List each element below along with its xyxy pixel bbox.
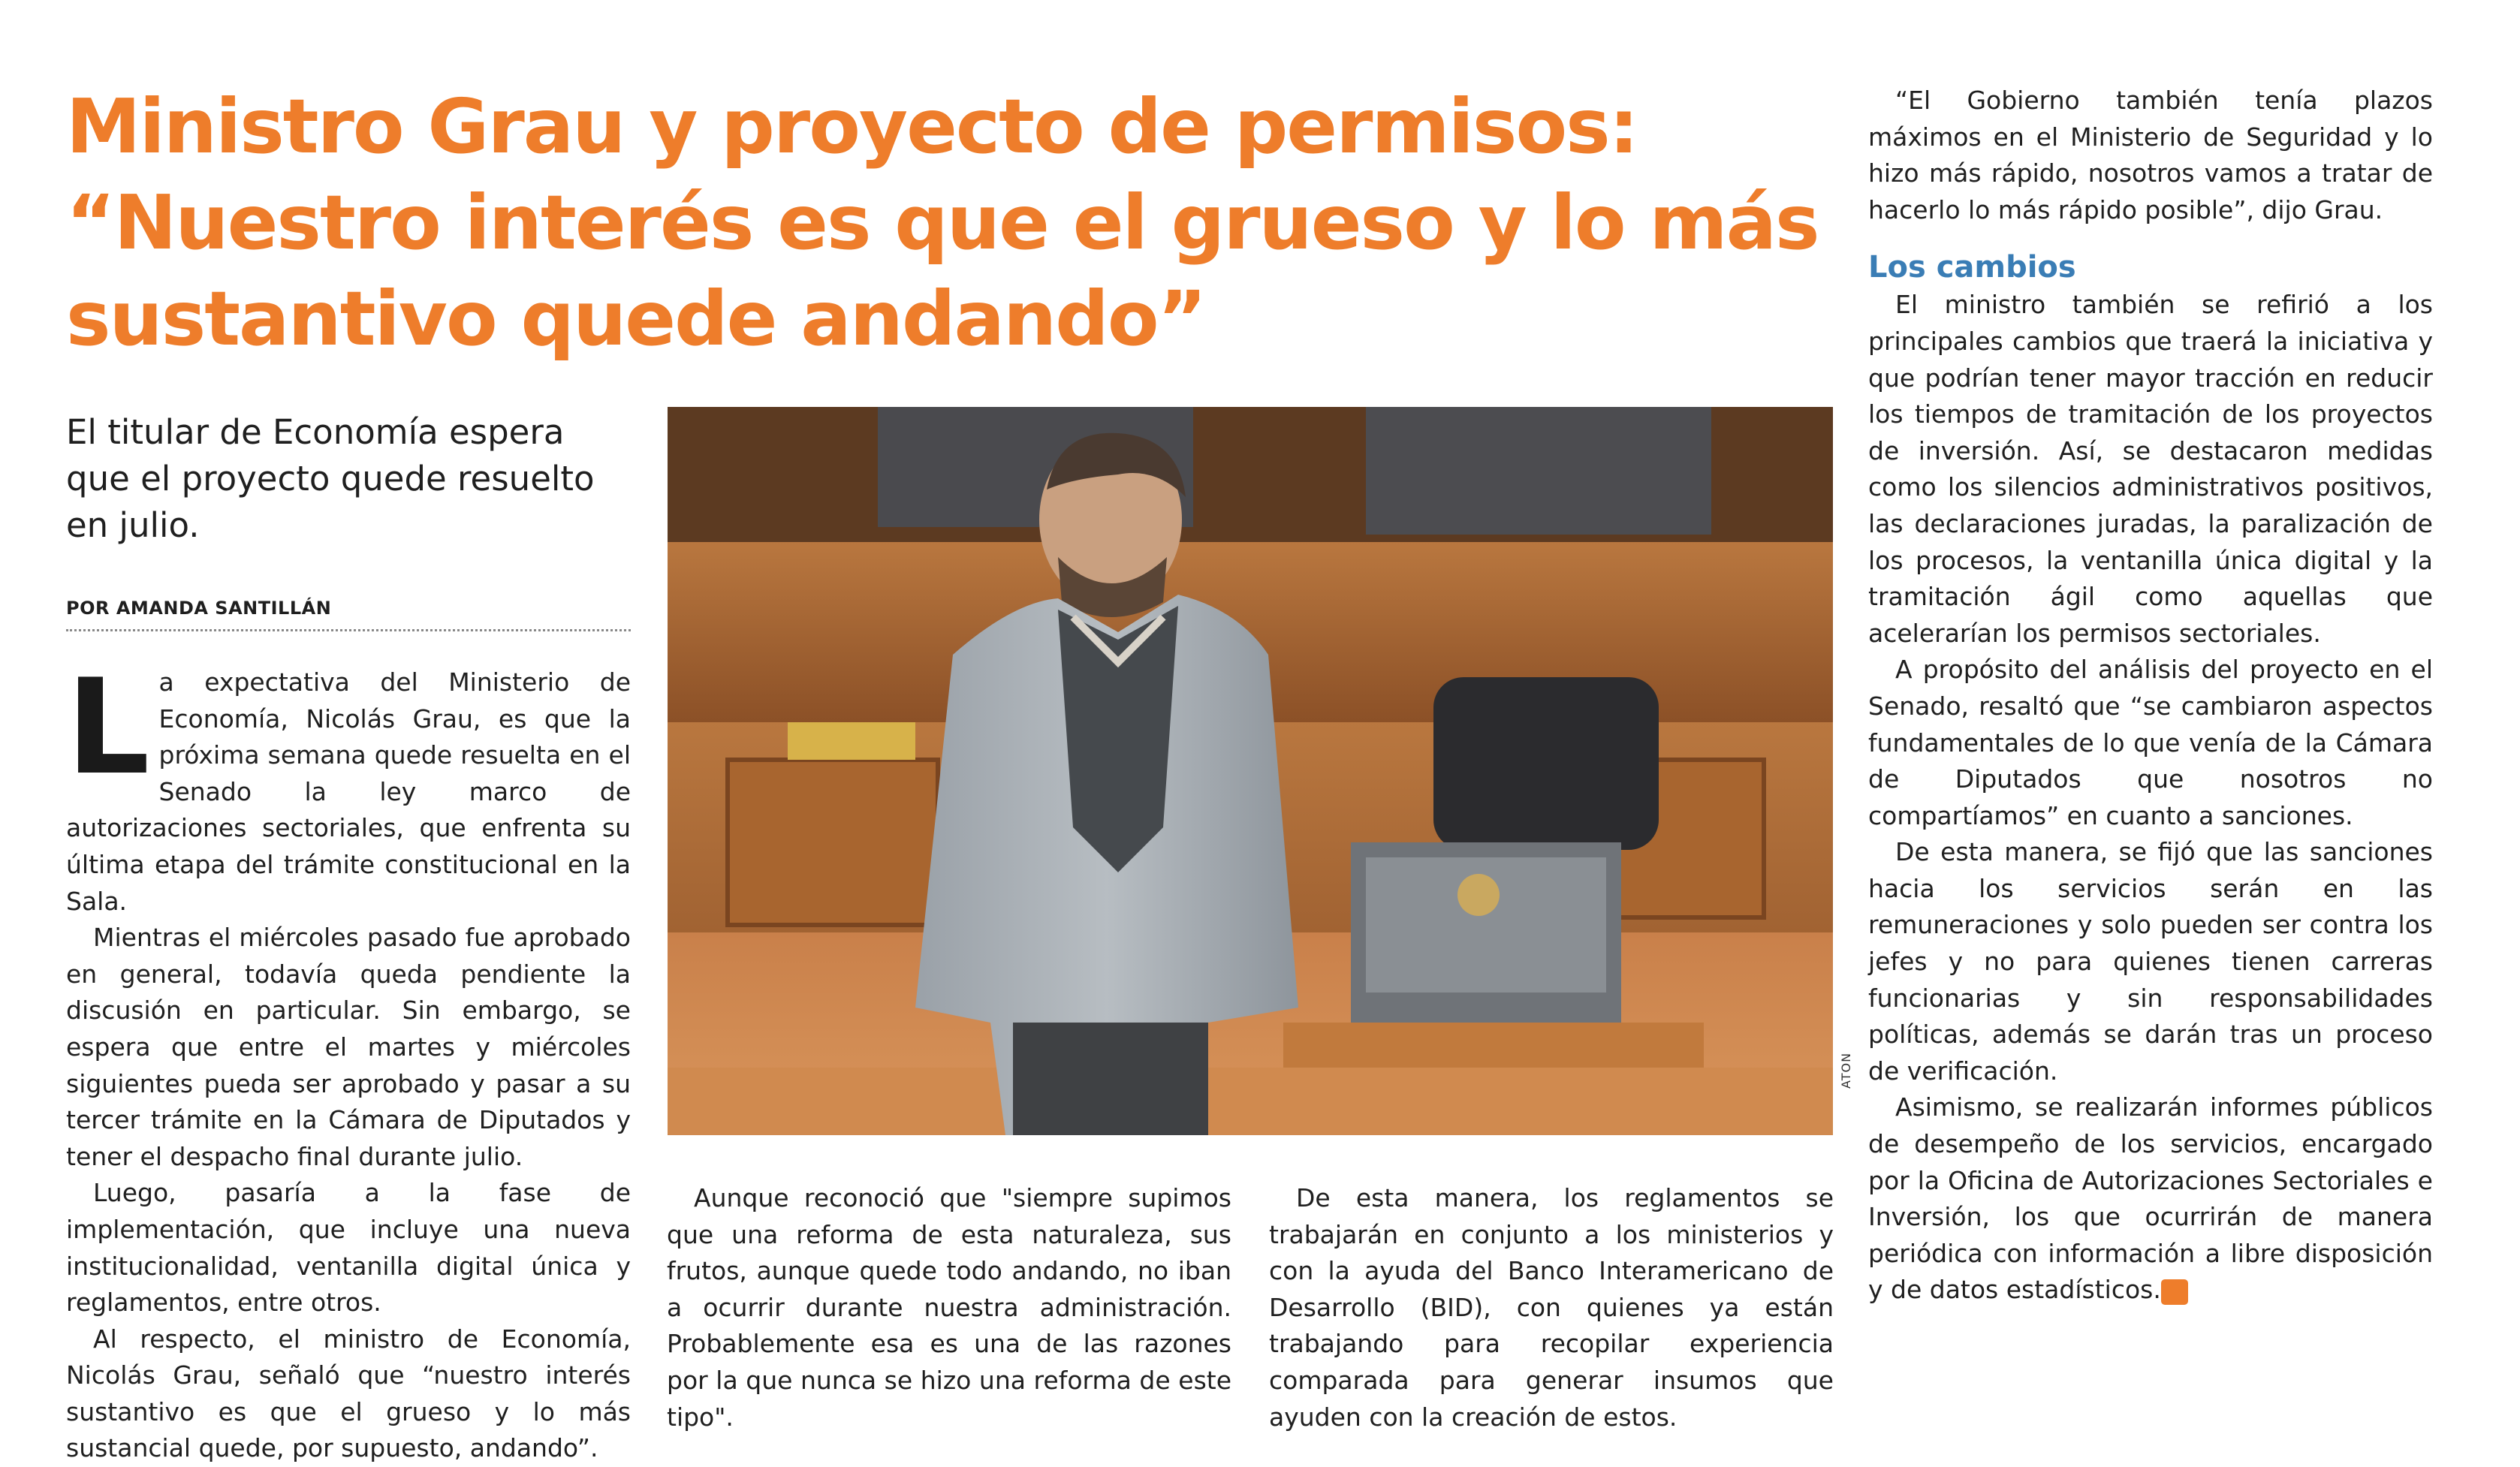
paragraph-11	[1868, 1089, 2433, 1309]
photo-senate-chamber	[668, 407, 1833, 1135]
paragraph-1	[66, 652, 631, 920]
end-mark-icon: S	[2161, 1279, 2188, 1305]
paragraph-3: Luego, pasaría a la fase de implementación, que incluye una nueva institucionalidad, ventanilla digital única y reglamentos, entre otros.	[66, 1178, 631, 1318]
paragraph-9: A propósito del análisis del proyecto en el Senado, resaltó que “se cambiaron aspectos fundamentales de lo que venía de la Cámara de Diputados que nosotros no compartíamos” en cuanto a sanciones.	[1868, 655, 2433, 830]
paragraph-6: De esta manera, los reglamentos se trabajarán en conjunto a los ministerios y con la ayuda del Banco Interamericano de Desarrollo (BID), con quienes ya están trabajando para recopilar experiencia comparada para generar insumos que ayuden con la creación de estos.	[1269, 1183, 1834, 1432]
paragraph-8: El ministro también se refirió a los principales cambios que traerá la iniciativa y que podrían tener mayor tracción en reducir los tiempos de tramitación de los proyectos de inversión. Así, se destacaron medidas como los silencios administrativos positivos, las declaraciones juradas, la paralización de los procesos, la ventanilla única digital y la tramitación ágil como aquellas que acelerarían los permisos sectoriales.	[1868, 290, 2433, 648]
article-column-4	[1868, 83, 2433, 1309]
drop-cap: L	[66, 652, 150, 804]
headline: Ministro Grau y proyecto de permisos: “Nuestro interés es que el grueso y lo más sustantivo quede andando”	[66, 83, 1819, 363]
subhead-los-cambios: Los cambios	[1868, 250, 2076, 285]
photo-credit: ATON	[1839, 1052, 1853, 1089]
paragraph-4: Al respecto, el ministro de Economía, Nicolás Grau, señaló que “nuestro interés sustantivo es que el grueso y lo más sustancial quede, por supuesto, andando”.	[66, 1324, 631, 1463]
article-column-1	[66, 652, 631, 1467]
paragraph-5: Aunque reconoció que "siempre supimos que una reforma de esta naturaleza, sus frutos, aunque quede todo andando, no iban a ocurrir durante nuestra administración. Probablemente esa es una de las razones por la que nunca se hizo una reforma de este tipo".	[667, 1183, 1231, 1432]
byline: POR AMANDA SANTILLÁN	[66, 598, 631, 631]
paragraph-10: De esta manera, se fijó que las sanciones hacia los servicios serán en las remuneraciones y solo pueden ser contra los jefes y no para quienes tienen carreras funcionarias y sin responsabilidades políticas, además se darán tras un proceso de verificación.	[1868, 837, 2433, 1086]
article-column-2	[667, 1180, 1231, 1435]
article-column-3	[1269, 1180, 1834, 1435]
article-photo	[668, 407, 1833, 1135]
paragraph-7: “El Gobierno también tenía plazos máximos en el Ministerio de Seguridad y lo hizo más rápido, nosotros vamos a tratar de hacerlo lo más rápido posible”, dijo Grau.	[1868, 86, 2433, 224]
paragraph-1-text: a expectativa del Ministerio de Economía, Nicolás Grau, es que la próxima semana quede resuelta en el Senado la ley marco de autorizaciones sectoriales, que enfrenta su última etapa del trámite constitucional en la Sala.	[66, 667, 631, 916]
deck-subtitle: El titular de Economía espera que el proyecto quede resuelto en julio.	[66, 412, 595, 545]
paragraph-2: Mientras el miércoles pasado fue aprobado en general, todavía queda pendiente la discusión en particular. Sin embargo, se espera que entre el martes y miércoles siguientes pueda ser aprobado y pasar a su tercer trámite en la Cámara de Diputados y tener el despacho final durante julio.	[66, 923, 631, 1171]
paragraph-11-text: Asimismo, se realizarán informes públicos de desempeño de los servicios, encargado por la Oficina de Autorizaciones Sectoriales e Inversión, los que ocurrirán de manera periódica con información a libre disposición y de datos estadísticos.	[1868, 1092, 2433, 1305]
